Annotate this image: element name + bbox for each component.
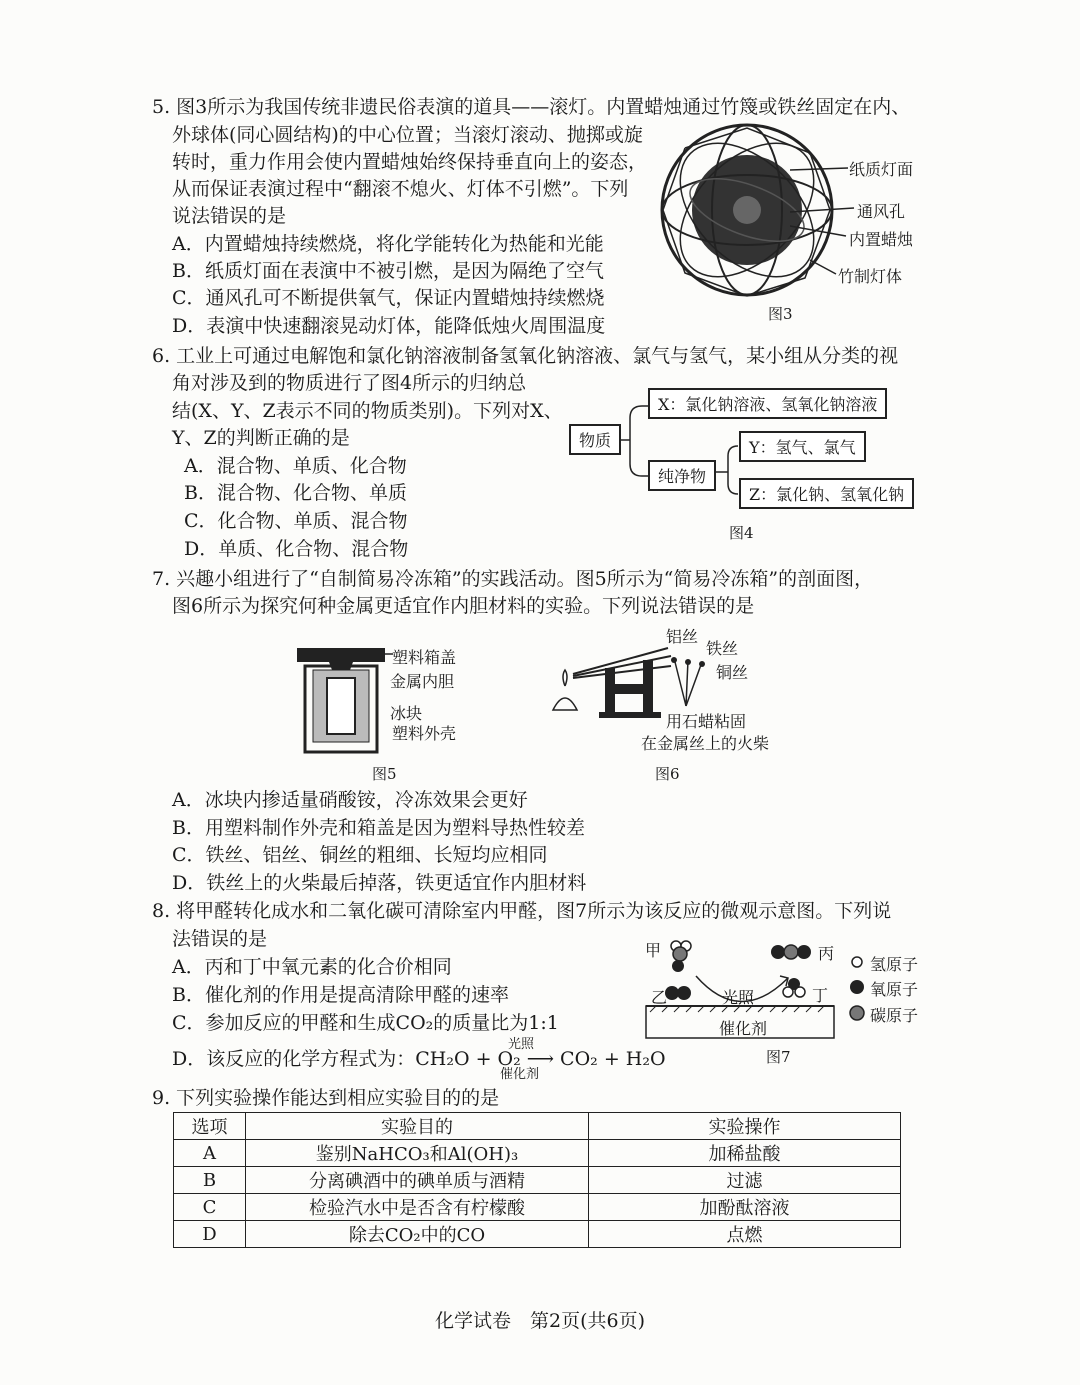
q9-table bbox=[173, 1112, 901, 1248]
table-row bbox=[174, 1221, 901, 1248]
row-d-operation: 点燃 bbox=[589, 1221, 901, 1248]
figure5-freezer bbox=[295, 644, 395, 756]
q8-stem-line-1: 8. 将甲醛转化成水和二氧化碳可清除室内甲醛，图7所示为该反应的微观示意图。下列说 bbox=[152, 900, 892, 922]
figure6-matches bbox=[666, 656, 716, 716]
fig4-z-box: Z：氯化钠、氢氧化钠 bbox=[739, 478, 914, 509]
fig5-label-shell: 塑料外壳 bbox=[392, 724, 457, 743]
row-a-purpose: 鉴别NaHCO₃和Al(OH)₃ bbox=[246, 1140, 589, 1167]
q5-stem-line-1: 5. 图3所示为我国传统非遗民俗表演的道具——滚灯。内置蜡烛通过竹篾或铁丝固定在内、 bbox=[152, 96, 911, 118]
q8-condition-catalyst: 催化剂 bbox=[500, 1067, 540, 1082]
q7-option-a: A．冰块内掺适量硝酸铵，冷冻效果会更好 bbox=[172, 789, 528, 811]
row-d-purpose: 除去CO₂中的CO bbox=[246, 1221, 589, 1248]
page-footer: 化学试卷 第2页(共6页) bbox=[434, 1310, 645, 1332]
fig7-legend-dots bbox=[846, 952, 868, 1026]
q6-option-d: D．单质、化合物、混合物 bbox=[184, 538, 409, 560]
figure6-apparatus bbox=[543, 646, 673, 722]
fig7-caption: 图7 bbox=[766, 1048, 791, 1066]
fig4-y-box: Y：氢气、氯气 bbox=[739, 431, 866, 462]
q5-option-c: C．通风孔可不断提供氧气，保证内置蜡烛持续燃烧 bbox=[172, 287, 605, 309]
q6-option-a: A．混合物、单质、化合物 bbox=[184, 455, 407, 477]
q8-condition-light: 光照 bbox=[508, 1037, 535, 1052]
q7-stem-line-2: 图6所示为探究何种金属更适宜作内胆材料的实验。下列说法错误的是 bbox=[172, 595, 755, 617]
row-a-option: A bbox=[174, 1140, 246, 1167]
fig3-label-paper: 纸质灯面 bbox=[849, 160, 914, 179]
fig5-caption: 图5 bbox=[372, 765, 397, 783]
fig6-label-cu: 铜丝 bbox=[716, 663, 749, 682]
fig7-label-yi: 乙 bbox=[651, 988, 668, 1007]
q5-option-d: D．表演中快速翻滚晃动灯体，能降低烛火周围温度 bbox=[172, 315, 606, 337]
fig7-legend-oxygen: 氧原子 bbox=[870, 980, 919, 999]
q5-stem-line-2: 外球体(同心圆结构)的中心位置；当滚灯滚动、抛掷或旋 bbox=[172, 124, 643, 146]
q7-option-c: C．铁丝、铝丝、铜丝的粗细、长短均应相同 bbox=[172, 844, 548, 866]
fig6-label-match: 在金属丝上的火柴 bbox=[641, 734, 770, 753]
table-row bbox=[174, 1194, 901, 1221]
q7-stem-line-1: 7. 兴趣小组进行了“自制简易冷冻箱”的实践活动。图5所示为“简易冷冻箱”的剖面图， bbox=[152, 568, 874, 590]
q7-option-d: D．铁丝上的火柴最后掉落，铁更适宜作内胆材料 bbox=[172, 872, 587, 894]
q8-stem-line-2: 法错误的是 bbox=[172, 928, 268, 950]
table-row bbox=[174, 1167, 901, 1194]
row-b-option: B bbox=[174, 1167, 246, 1194]
q5-option-b: B．纸质灯面在表演中不被引燃，是因为隔绝了空气 bbox=[172, 260, 604, 282]
q6-option-c: C．化合物、单质、混合物 bbox=[184, 510, 408, 532]
fig6-label-wax: 用石蜡粘固 bbox=[666, 712, 747, 731]
row-b-purpose: 分离碘酒中的碘单质与酒精 bbox=[246, 1167, 589, 1194]
row-a-operation: 加稀盐酸 bbox=[589, 1140, 901, 1167]
fig4-pure-box: 纯净物 bbox=[648, 460, 716, 491]
q6-stem-line-1: 6. 工业上可通过电解饱和氯化钠溶液制备氢氧化钠溶液、氯气与氢气，某小组从分类的视 bbox=[152, 345, 899, 367]
q7-option-b: B．用塑料制作外壳和箱盖是因为塑料导热性较差 bbox=[172, 817, 585, 839]
q6-stem-line-4: Y、Z的判断正确的是 bbox=[172, 427, 350, 449]
table-row bbox=[174, 1140, 901, 1167]
q6-option-b: B．混合物、化合物、单质 bbox=[184, 482, 407, 504]
q5-option-a: A．内置蜡烛持续燃烧，将化学能转化为热能和光能 bbox=[172, 233, 604, 255]
row-d-option: D bbox=[174, 1221, 246, 1248]
fig4-x-box: X：氯化钠溶液、氢氧化钠溶液 bbox=[648, 388, 887, 419]
fig6-label-al: 铝丝 bbox=[666, 627, 699, 646]
row-c-operation: 加酚酞溶液 bbox=[589, 1194, 901, 1221]
q5-stem-line-3: 转时，重力作用会使内置蜡烛始终保持垂直向上的姿态， bbox=[172, 151, 648, 173]
row-c-option: C bbox=[174, 1194, 246, 1221]
row-b-operation: 过滤 bbox=[589, 1167, 901, 1194]
header-option: 选项 bbox=[174, 1113, 246, 1140]
fig7-label-light: 光照 bbox=[722, 988, 755, 1007]
header-purpose: 实验目的 bbox=[246, 1113, 589, 1140]
fig5-label-lid: 塑料箱盖 bbox=[392, 648, 457, 667]
fig7-label-bing: 丙 bbox=[818, 944, 835, 963]
q8-option-a: A．丙和丁中氧元素的化合价相同 bbox=[172, 956, 452, 978]
q8-option-b: B．催化剂的作用是提高清除甲醛的速率 bbox=[172, 984, 509, 1006]
table-header-row bbox=[174, 1113, 901, 1140]
q5-stem-line-4: 从而保证表演过程中“翻滚不熄火、灯体不引燃”。下列 bbox=[172, 178, 629, 200]
q9-stem: 9. 下列实验操作能达到相应实验目的的是 bbox=[152, 1087, 500, 1109]
fig6-label-fe: 铁丝 bbox=[706, 639, 739, 658]
fig3-label-bamboo: 竹制灯体 bbox=[838, 267, 903, 286]
fig7-label-catalyst: 催化剂 bbox=[719, 1019, 768, 1038]
q6-stem-line-3: 结(X、Y、Z表示不同的物质类别)。下列对X、 bbox=[172, 400, 563, 422]
fig7-legend-carbon: 碳原子 bbox=[870, 1006, 919, 1025]
fig7-label-ding: 丁 bbox=[812, 986, 829, 1005]
q8-option-c: C．参加反应的甲醛和生成CO₂的质量比为1:1 bbox=[172, 1012, 559, 1034]
row-c-purpose: 检验汽水中是否含有柠檬酸 bbox=[246, 1194, 589, 1221]
q8-option-d: D．该反应的化学方程式为：CH₂O + O₂ ⟶ CO₂ + H₂O bbox=[172, 1048, 666, 1070]
fig7-label-jia: 甲 bbox=[645, 941, 662, 960]
fig5-label-liner: 金属内胆 bbox=[390, 672, 455, 691]
fig5-label-ice: 冰块 bbox=[390, 704, 423, 723]
fig6-caption: 图6 bbox=[655, 765, 680, 783]
fig4-root-box: 物质 bbox=[569, 424, 621, 455]
q6-stem-line-2: 角对涉及到的物质进行了图4所示的归纳总 bbox=[172, 372, 527, 394]
header-operation: 实验操作 bbox=[589, 1113, 901, 1140]
fig3-label-vent: 通风孔 bbox=[857, 202, 906, 221]
q5-stem-line-5: 说法错误的是 bbox=[172, 205, 287, 227]
fig4-caption: 图4 bbox=[729, 524, 754, 542]
fig3-label-candle: 内置蜡烛 bbox=[849, 230, 914, 249]
fig7-legend-hydrogen: 氢原子 bbox=[870, 955, 919, 974]
fig3-caption: 图3 bbox=[768, 305, 793, 323]
